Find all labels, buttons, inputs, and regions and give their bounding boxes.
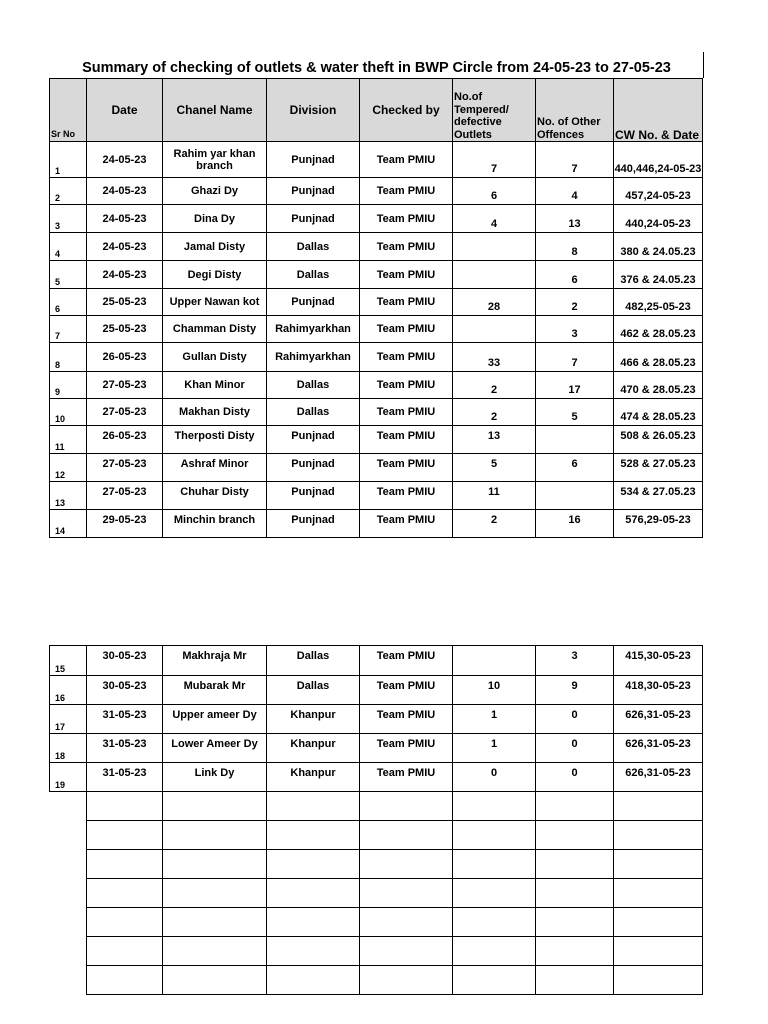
cell-division: Punjnad xyxy=(267,205,360,233)
cell-date: 31-05-23 xyxy=(87,705,163,734)
table-row xyxy=(50,510,703,538)
empty-cell xyxy=(163,879,267,908)
cell-division: Dallas xyxy=(267,233,360,261)
empty-cell xyxy=(87,792,163,821)
empty-cell xyxy=(536,792,614,821)
cell-channel-name: Dina Dy xyxy=(163,205,267,233)
cell-other-offences: 6 xyxy=(536,261,614,289)
cell-checked-by: Team PMIU xyxy=(360,676,453,705)
cell-sr-no: 5 xyxy=(50,261,87,289)
empty-cell xyxy=(360,821,453,850)
empty-cell xyxy=(453,908,536,937)
empty-row xyxy=(50,821,703,850)
empty-cell xyxy=(87,966,163,995)
cell-tampered-outlets xyxy=(453,261,536,289)
table-row xyxy=(50,646,703,676)
cell-date: 26-05-23 xyxy=(87,426,163,454)
cell-cw-no-date: 576,29-05-23 xyxy=(614,510,703,538)
table-row xyxy=(50,734,703,763)
cell-channel-name: Khan Minor xyxy=(163,372,267,399)
empty-cell xyxy=(360,966,453,995)
cell-checked-by: Team PMIU xyxy=(360,261,453,289)
cell-tampered-outlets: 4 xyxy=(453,205,536,233)
header-tampered-line: Tempered/ xyxy=(454,103,509,116)
header-channel-name: Chanel Name xyxy=(163,79,267,142)
empty-cell xyxy=(87,821,163,850)
cell-cw-no-date: 457,24-05-23 xyxy=(614,178,703,205)
cell-date: 24-05-23 xyxy=(87,142,163,178)
cell-date: 31-05-23 xyxy=(87,734,163,763)
page-edge-line xyxy=(703,52,704,78)
cell-division: Dallas xyxy=(267,399,360,426)
cell-cw-no-date: 534 & 27.05.23 xyxy=(614,482,703,510)
header-other-line: No. of Other xyxy=(537,116,601,128)
empty-cell xyxy=(614,879,703,908)
cell-checked-by: Team PMIU xyxy=(360,510,453,538)
cell-sr-no: 8 xyxy=(50,343,87,372)
cell-channel-name: Ghazi Dy xyxy=(163,178,267,205)
table-row xyxy=(50,343,703,372)
cell-checked-by: Team PMIU xyxy=(360,705,453,734)
cell-division: Dallas xyxy=(267,261,360,289)
cell-date: 27-05-23 xyxy=(87,454,163,482)
cell-cw-no-date: 440,446,24-05-23 xyxy=(614,142,703,178)
table-row xyxy=(50,205,703,233)
cell-checked-by: Team PMIU xyxy=(360,343,453,372)
cell-checked-by: Team PMIU xyxy=(360,372,453,399)
cell-sr-no: 2 xyxy=(50,178,87,205)
cell-cw-no-date: 376 & 24.05.23 xyxy=(614,261,703,289)
empty-cell xyxy=(614,937,703,966)
cell-sr-no: 15 xyxy=(50,646,87,676)
cell-cw-no-date: 528 & 27.05.23 xyxy=(614,454,703,482)
cell-division: Rahimyarkhan xyxy=(267,343,360,372)
empty-cell xyxy=(267,821,360,850)
empty-cell xyxy=(453,966,536,995)
empty-cell xyxy=(536,821,614,850)
cell-sr-no: 12 xyxy=(50,454,87,482)
cell-cw-no-date: 380 & 24.05.23 xyxy=(614,233,703,261)
empty-cell xyxy=(614,821,703,850)
cell-channel-name: Degi Disty xyxy=(163,261,267,289)
empty-cell xyxy=(87,850,163,879)
empty-cell xyxy=(50,850,87,879)
empty-cell xyxy=(87,879,163,908)
cell-date: 29-05-23 xyxy=(87,510,163,538)
empty-cell xyxy=(536,850,614,879)
cell-channel-name: Rahim yar khan branch xyxy=(163,142,267,178)
cell-sr-no: 4 xyxy=(50,233,87,261)
table-row xyxy=(50,261,703,289)
empty-cell xyxy=(536,966,614,995)
cell-tampered-outlets: 28 xyxy=(453,289,536,316)
empty-cell xyxy=(50,879,87,908)
cell-tampered-outlets: 33 xyxy=(453,343,536,372)
cell-channel-name: Mubarak Mr xyxy=(163,676,267,705)
cell-checked-by: Team PMIU xyxy=(360,233,453,261)
cell-date: 27-05-23 xyxy=(87,399,163,426)
cell-other-offences: 7 xyxy=(536,142,614,178)
header-cw-no-date: CW No. & Date xyxy=(614,79,703,142)
empty-cell xyxy=(360,850,453,879)
cell-other-offences: 3 xyxy=(536,316,614,343)
cell-tampered-outlets: 10 xyxy=(453,676,536,705)
cell-tampered-outlets: 2 xyxy=(453,399,536,426)
cell-date: 31-05-23 xyxy=(87,763,163,792)
empty-cell xyxy=(50,908,87,937)
cell-sr-no: 19 xyxy=(50,763,87,792)
cell-sr-no: 6 xyxy=(50,289,87,316)
header-other-line: Offences xyxy=(537,128,585,141)
cell-checked-by: Team PMIU xyxy=(360,646,453,676)
cell-channel-name: Link Dy xyxy=(163,763,267,792)
empty-row xyxy=(50,879,703,908)
table-row xyxy=(50,705,703,734)
cell-sr-no: 1 xyxy=(50,142,87,178)
cell-division: Rahimyarkhan xyxy=(267,316,360,343)
cell-division: Dallas xyxy=(267,646,360,676)
cell-division: Punjnad xyxy=(267,482,360,510)
cell-cw-no-date: 626,31-05-23 xyxy=(614,763,703,792)
cell-other-offences: 3 xyxy=(536,646,614,676)
cell-channel-name: Gullan Disty xyxy=(163,343,267,372)
cell-sr-no: 10 xyxy=(50,399,87,426)
empty-cell xyxy=(163,850,267,879)
empty-cell xyxy=(267,850,360,879)
header-tampered-line: No.of xyxy=(454,91,483,103)
header-sr-no: Sr No xyxy=(50,79,87,142)
empty-cell xyxy=(267,908,360,937)
cell-checked-by: Team PMIU xyxy=(360,316,453,343)
cell-checked-by: Team PMIU xyxy=(360,763,453,792)
empty-row xyxy=(50,792,703,821)
cell-other-offences xyxy=(536,482,614,510)
empty-cell xyxy=(50,821,87,850)
cell-cw-no-date: 415,30-05-23 xyxy=(614,646,703,676)
cell-sr-no: 14 xyxy=(50,510,87,538)
cell-tampered-outlets: 6 xyxy=(453,178,536,205)
empty-cell xyxy=(453,821,536,850)
cell-date: 26-05-23 xyxy=(87,343,163,372)
empty-row xyxy=(50,850,703,879)
cell-other-offences: 16 xyxy=(536,510,614,538)
table-row xyxy=(50,142,703,178)
header-row xyxy=(50,79,703,142)
empty-cell xyxy=(360,908,453,937)
empty-cell xyxy=(360,937,453,966)
cell-sr-no: 9 xyxy=(50,372,87,399)
cell-tampered-outlets: 1 xyxy=(453,734,536,763)
table-row xyxy=(50,763,703,792)
cell-tampered-outlets: 2 xyxy=(453,510,536,538)
cell-date: 27-05-23 xyxy=(87,372,163,399)
header-tampered-line: Outlets xyxy=(454,128,492,141)
cell-division: Khanpur xyxy=(267,734,360,763)
header-tampered-line: defective xyxy=(454,116,502,128)
table-row xyxy=(50,372,703,399)
cell-cw-no-date: 470 & 28.05.23 xyxy=(614,372,703,399)
header-division: Division xyxy=(267,79,360,142)
cell-checked-by: Team PMIU xyxy=(360,178,453,205)
cell-division: Punjnad xyxy=(267,426,360,454)
cell-cw-no-date: 466 & 28.05.23 xyxy=(614,343,703,372)
cell-cw-no-date: 474 & 28.05.23 xyxy=(614,399,703,426)
cell-channel-name: Lower Ameer Dy xyxy=(163,734,267,763)
cell-other-offences: 0 xyxy=(536,734,614,763)
cell-division: Dallas xyxy=(267,372,360,399)
cell-other-offences: 2 xyxy=(536,289,614,316)
empty-row xyxy=(50,937,703,966)
cell-cw-no-date: 508 & 26.05.23 xyxy=(614,426,703,454)
empty-cell xyxy=(163,966,267,995)
cell-cw-no-date: 626,31-05-23 xyxy=(614,734,703,763)
empty-row xyxy=(50,908,703,937)
cell-division: Khanpur xyxy=(267,705,360,734)
cell-other-offences: 17 xyxy=(536,372,614,399)
empty-cell xyxy=(50,966,87,995)
summary-table-body xyxy=(50,142,703,538)
table-row xyxy=(50,178,703,205)
table-row xyxy=(50,399,703,426)
cell-cw-no-date: 482,25-05-23 xyxy=(614,289,703,316)
table-row xyxy=(50,482,703,510)
empty-cell xyxy=(163,792,267,821)
cell-date: 24-05-23 xyxy=(87,261,163,289)
cell-checked-by: Team PMIU xyxy=(360,734,453,763)
empty-cell xyxy=(614,792,703,821)
sheet-title: Summary of checking of outlets & water theft in BWP Circle from 24-05-23 to 27-05-23 xyxy=(82,60,671,76)
cell-channel-name: Ashraf Minor xyxy=(163,454,267,482)
cell-sr-no: 18 xyxy=(50,734,87,763)
cell-tampered-outlets xyxy=(453,646,536,676)
empty-cell xyxy=(453,937,536,966)
cell-date: 27-05-23 xyxy=(87,482,163,510)
cell-checked-by: Team PMIU xyxy=(360,289,453,316)
empty-cell xyxy=(536,937,614,966)
empty-cell xyxy=(87,937,163,966)
cell-date: 24-05-23 xyxy=(87,205,163,233)
summary-table-continued xyxy=(49,645,703,995)
cell-tampered-outlets: 5 xyxy=(453,454,536,482)
empty-cell xyxy=(614,908,703,937)
cell-date: 24-05-23 xyxy=(87,178,163,205)
cell-checked-by: Team PMIU xyxy=(360,454,453,482)
header-other-offences xyxy=(536,79,614,142)
empty-cell xyxy=(163,821,267,850)
cell-tampered-outlets xyxy=(453,316,536,343)
cell-sr-no: 16 xyxy=(50,676,87,705)
cell-checked-by: Team PMIU xyxy=(360,205,453,233)
cell-checked-by: Team PMIU xyxy=(360,426,453,454)
cell-division: Dallas xyxy=(267,676,360,705)
cell-other-offences: 13 xyxy=(536,205,614,233)
cell-sr-no: 17 xyxy=(50,705,87,734)
summary-table xyxy=(49,78,703,538)
cell-division: Punjnad xyxy=(267,178,360,205)
cell-other-offences: 9 xyxy=(536,676,614,705)
empty-cell xyxy=(267,792,360,821)
header-date: Date xyxy=(87,79,163,142)
cell-other-offences: 5 xyxy=(536,399,614,426)
cell-other-offences: 0 xyxy=(536,763,614,792)
empty-cell xyxy=(87,908,163,937)
cell-date: 25-05-23 xyxy=(87,289,163,316)
cell-tampered-outlets xyxy=(453,233,536,261)
cell-division: Punjnad xyxy=(267,142,360,178)
cell-checked-by: Team PMIU xyxy=(360,142,453,178)
cell-division: Punjnad xyxy=(267,454,360,482)
empty-cell xyxy=(267,879,360,908)
cell-other-offences: 8 xyxy=(536,233,614,261)
cell-other-offences: 4 xyxy=(536,178,614,205)
cell-channel-name: Jamal Disty xyxy=(163,233,267,261)
empty-cell xyxy=(614,966,703,995)
cell-tampered-outlets: 11 xyxy=(453,482,536,510)
empty-cell xyxy=(163,937,267,966)
cell-tampered-outlets: 13 xyxy=(453,426,536,454)
cell-channel-name: Makhan Disty xyxy=(163,399,267,426)
cell-cw-no-date: 462 & 28.05.23 xyxy=(614,316,703,343)
cell-division: Punjnad xyxy=(267,510,360,538)
cell-division: Khanpur xyxy=(267,763,360,792)
cell-division: Punjnad xyxy=(267,289,360,316)
empty-cell xyxy=(163,908,267,937)
cell-tampered-outlets: 7 xyxy=(453,142,536,178)
empty-cell xyxy=(453,850,536,879)
cell-channel-name: Makhraja Mr xyxy=(163,646,267,676)
cell-tampered-outlets: 0 xyxy=(453,763,536,792)
cell-date: 30-05-23 xyxy=(87,646,163,676)
cell-channel-name: Minchin branch xyxy=(163,510,267,538)
header-tampered-outlets xyxy=(453,79,536,142)
cell-sr-no: 3 xyxy=(50,205,87,233)
empty-cell xyxy=(360,879,453,908)
empty-cell xyxy=(50,937,87,966)
continued-table-body xyxy=(50,646,703,995)
cell-cw-no-date: 440,24-05-23 xyxy=(614,205,703,233)
table-row xyxy=(50,289,703,316)
cell-channel-name: Upper ameer Dy xyxy=(163,705,267,734)
empty-row xyxy=(50,966,703,995)
empty-cell xyxy=(453,792,536,821)
header-checked-by: Checked by xyxy=(360,79,453,142)
cell-cw-no-date: 418,30-05-23 xyxy=(614,676,703,705)
cell-channel-name: Chuhar Disty xyxy=(163,482,267,510)
cell-channel-name: Therposti Disty xyxy=(163,426,267,454)
cell-sr-no: 13 xyxy=(50,482,87,510)
cell-tampered-outlets: 2 xyxy=(453,372,536,399)
cell-checked-by: Team PMIU xyxy=(360,482,453,510)
table-row xyxy=(50,316,703,343)
cell-date: 24-05-23 xyxy=(87,233,163,261)
cell-channel-name: Chamman Disty xyxy=(163,316,267,343)
cell-cw-no-date: 626,31-05-23 xyxy=(614,705,703,734)
empty-cell xyxy=(453,879,536,908)
cell-other-offences: 6 xyxy=(536,454,614,482)
cell-channel-name: Upper Nawan kot xyxy=(163,289,267,316)
empty-cell xyxy=(267,937,360,966)
cell-other-offences xyxy=(536,426,614,454)
cell-checked-by: Team PMIU xyxy=(360,399,453,426)
cell-sr-no: 7 xyxy=(50,316,87,343)
empty-cell xyxy=(50,792,87,821)
table-row xyxy=(50,676,703,705)
table-row xyxy=(50,233,703,261)
table-row xyxy=(50,426,703,454)
empty-cell xyxy=(267,966,360,995)
cell-date: 25-05-23 xyxy=(87,316,163,343)
cell-date: 30-05-23 xyxy=(87,676,163,705)
table-row xyxy=(50,454,703,482)
cell-other-offences: 0 xyxy=(536,705,614,734)
cell-other-offences: 7 xyxy=(536,343,614,372)
cell-tampered-outlets: 1 xyxy=(453,705,536,734)
empty-cell xyxy=(614,850,703,879)
empty-cell xyxy=(360,792,453,821)
cell-sr-no: 11 xyxy=(50,426,87,454)
empty-cell xyxy=(536,879,614,908)
empty-cell xyxy=(536,908,614,937)
